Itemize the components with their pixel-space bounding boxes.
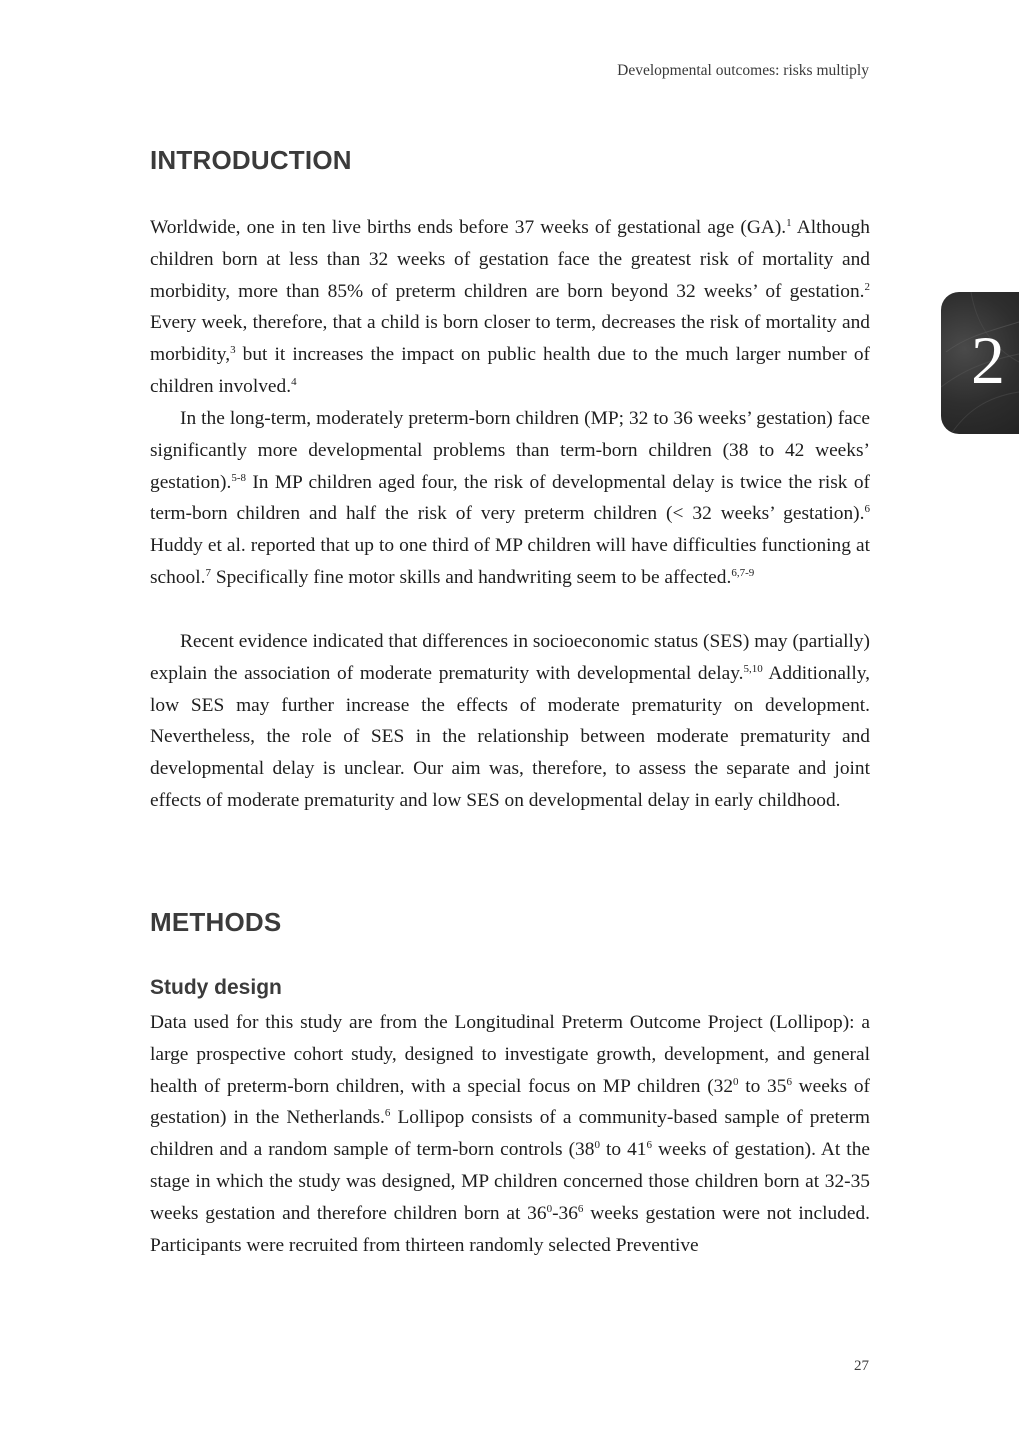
- text-run: Specifically fine motor skills and handwriting seem to be affected.: [210, 566, 732, 588]
- citation-superscript: 0: [594, 1139, 600, 1152]
- page-number: 27: [854, 1358, 869, 1374]
- citation-superscript: 5-8: [231, 471, 246, 484]
- study-design-heading: Study design: [150, 976, 282, 999]
- text-run: weeks of gestation). At the stage in which the study was designed, MP children concerned those children born at 32-35 weeks gestation and therefore children born at 36: [150, 1139, 870, 1224]
- text-run: In MP children aged four, the risk of developmental delay is twice the risk of term-born children and half the risk of very preterm children (< 32 weeks’ gestation).: [150, 471, 870, 525]
- methods-heading: METHODS: [150, 907, 282, 937]
- citation-superscript: 3: [230, 344, 236, 357]
- text-run: Additionally, low SES may further increase the effects of moderate prematurity on development. Nevertheless, the role of SES in the relationship between moderate prematurity and developmental delay is unclear. Our aim was, therefore, to assess the separate and joint effects of moderate prematurity and low SES on developmental delay in early childhood.: [150, 662, 870, 811]
- citation-superscript: 6: [864, 503, 870, 516]
- text-run: weeks gestation were not included. Participants were recruited from thirteen randomly selected Preventive: [150, 1202, 870, 1256]
- citation-superscript: 4: [291, 375, 297, 388]
- citation-superscript: 0: [546, 1202, 553, 1215]
- text-run: Worldwide, one in ten live births ends before 37 weeks of gestational age (GA).: [150, 217, 787, 238]
- text-run: Lollipop consists of a community-based sample of preterm children and a random sample of term-born controls (38: [150, 1107, 870, 1161]
- text-run: Every week, therefore, that a child is born closer to term, decreases the risk of mortality and morbidity,: [150, 312, 870, 366]
- citation-superscript: 5,10: [743, 662, 763, 675]
- citation-superscript: 6: [786, 1075, 792, 1088]
- text-run: Although children born at less than 32 weeks of gestation face the greatest risk of mortality and morbidity, more than 85% of preterm children are born beyond 32 weeks’ of gestation.: [150, 217, 870, 302]
- citation-superscript: 6,7-9: [731, 566, 755, 579]
- text-run: In the long-term, moderately preterm-born children (MP; 32 to 36 weeks’ gestation) face significantly more developmental problems than term-born children (38 to 42 weeks’ gestation).: [150, 408, 870, 493]
- running-header: Developmental outcomes: risks multiply: [617, 62, 869, 79]
- citation-superscript: 6: [384, 1107, 391, 1120]
- introduction-paragraph-2: [150, 403, 870, 594]
- citation-superscript: 7: [205, 566, 211, 579]
- text-run: Recent evidence indicated that differences in socioeconomic status (SES) may (partially) explain the association of moderate prematurity with developmental delay.: [150, 631, 870, 684]
- text-run: to 35: [738, 1075, 787, 1097]
- citation-superscript: 0: [733, 1075, 739, 1088]
- text-run: -36: [552, 1202, 578, 1224]
- text-run: but it increases the impact on public health due to the much larger number of children involved.: [150, 344, 870, 397]
- citation-superscript: 2: [864, 280, 870, 293]
- text-run: to 41: [599, 1139, 647, 1161]
- text-run: Huddy et al. reported that up to one third of MP children will have difficulties functioning at school.: [150, 535, 870, 588]
- text-run: Data used for this study are from the Longitudinal Preterm Outcome Project (Lollipop): a large prospective cohort study, designed to investigate growth, development, and general health of preterm-born children, with a special focus on MP children (32: [150, 1012, 870, 1097]
- citation-superscript: 6: [577, 1202, 584, 1215]
- study-design-paragraph: [150, 1007, 870, 1261]
- introduction-heading: INTRODUCTION: [150, 145, 352, 175]
- citation-superscript: 6: [646, 1139, 652, 1152]
- citation-superscript: 1: [786, 217, 792, 229]
- chapter-tab: [941, 292, 1019, 434]
- introduction-paragraph-3: [150, 626, 870, 817]
- introduction-paragraph-1: [150, 212, 870, 403]
- text-run: weeks of gestation) in the Netherlands.: [150, 1075, 870, 1129]
- chapter-number: 2: [971, 322, 1005, 398]
